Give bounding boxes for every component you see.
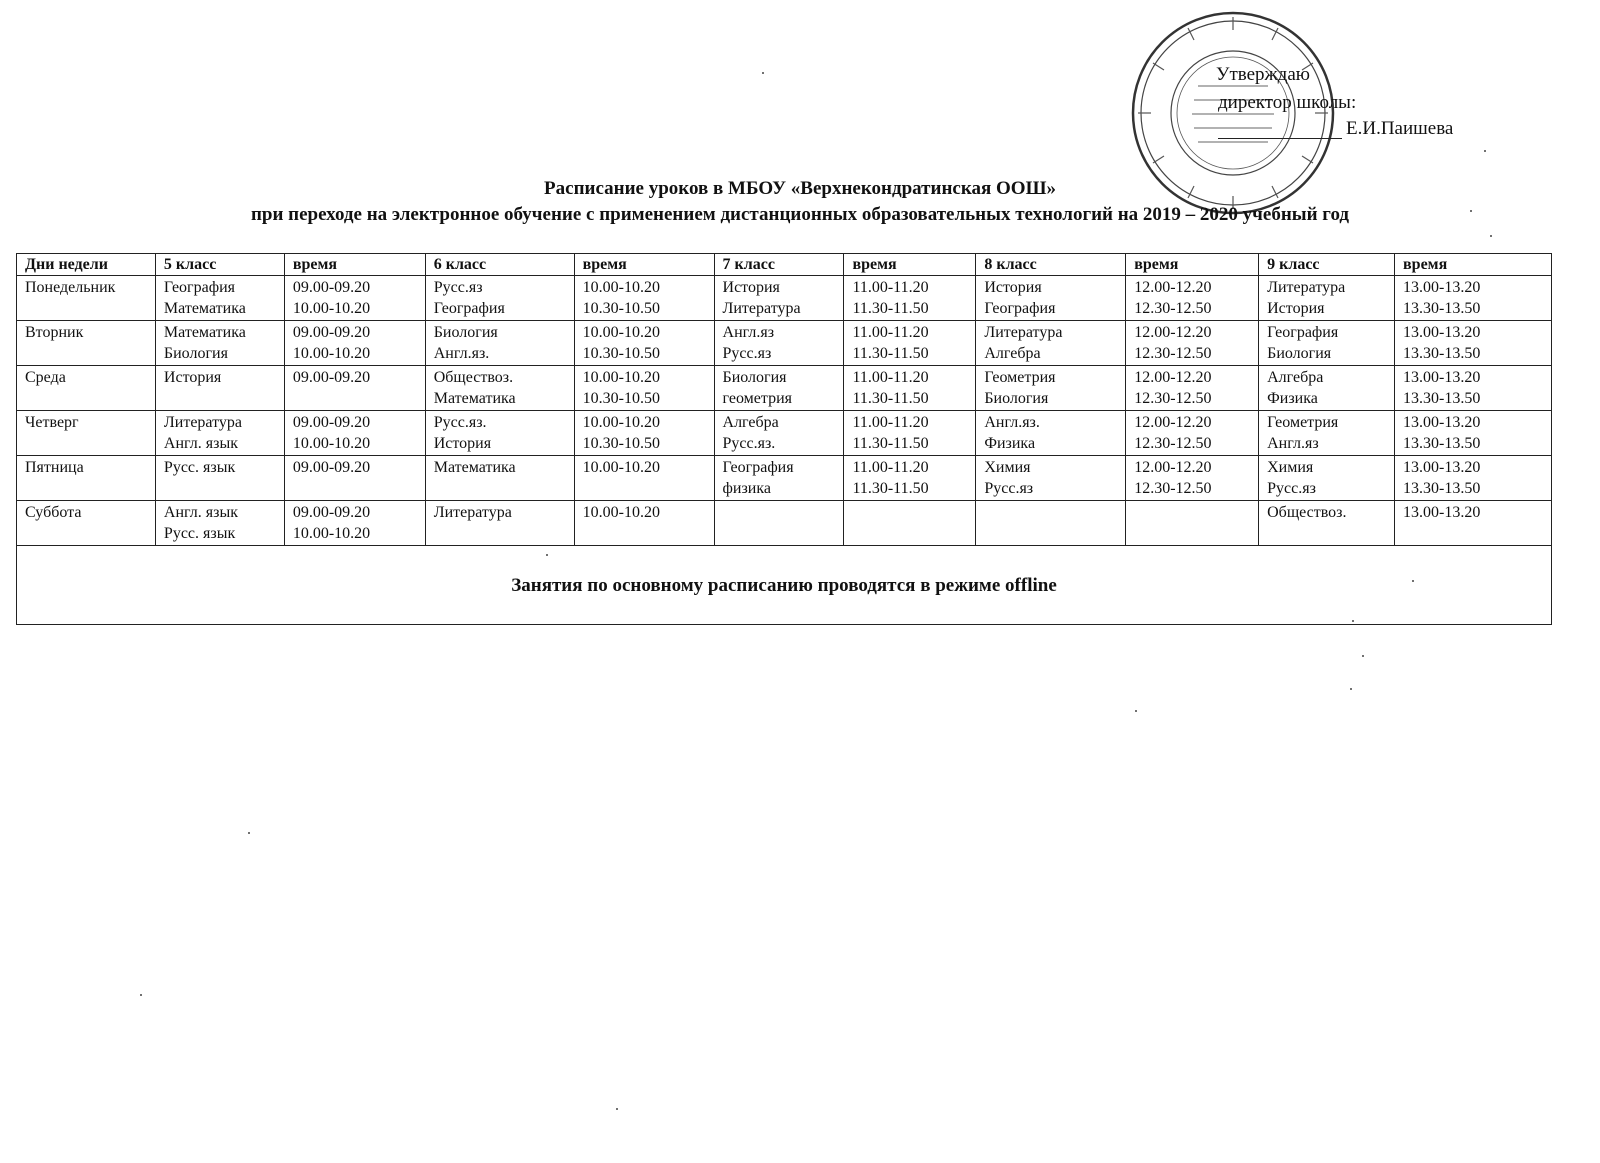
subject-line: Геометрия bbox=[1267, 414, 1339, 431]
time-cell bbox=[1126, 411, 1259, 456]
subject-cell bbox=[976, 501, 1126, 546]
subject-line: Русс.яз bbox=[984, 480, 1034, 497]
time-line: 12.30-12.50 bbox=[1134, 480, 1212, 497]
document-subtitle: при переходе на электронное обучение с применением дистанционных образовательных технологий на 2019 – 2020 учебный год bbox=[250, 204, 1350, 225]
time-cell bbox=[284, 321, 425, 366]
subject-cell bbox=[1259, 276, 1395, 321]
subject-cell bbox=[425, 411, 574, 456]
subject-line: Биология bbox=[1267, 345, 1332, 362]
time-line: 11.30-11.50 bbox=[852, 345, 929, 362]
subject-line: Литература bbox=[722, 300, 801, 317]
header-cell: время bbox=[284, 254, 425, 276]
table-row bbox=[17, 321, 1552, 366]
subject-line: физика bbox=[722, 480, 771, 497]
time-cell bbox=[844, 501, 976, 546]
time-cell bbox=[844, 321, 976, 366]
header-cell: 9 класс bbox=[1259, 254, 1395, 276]
subject-cell bbox=[1259, 321, 1395, 366]
time-line: 10.00-10.20 bbox=[582, 369, 660, 386]
subject-cell bbox=[714, 366, 844, 411]
time-cell bbox=[574, 411, 714, 456]
time-cell bbox=[1126, 501, 1259, 546]
subject-cell bbox=[425, 321, 574, 366]
time-cell bbox=[1395, 321, 1552, 366]
time-line: 13.30-13.50 bbox=[1403, 435, 1481, 452]
table-row bbox=[17, 366, 1552, 411]
time-line: 10.00-10.20 bbox=[582, 279, 660, 296]
subject-line: Физика bbox=[1267, 390, 1318, 407]
subject-cell bbox=[976, 366, 1126, 411]
subject-line: Биология bbox=[433, 324, 498, 341]
time-line: 12.00-12.20 bbox=[1134, 279, 1212, 296]
subject-line: Биология bbox=[984, 390, 1049, 407]
time-cell bbox=[844, 276, 976, 321]
time-cell bbox=[1126, 456, 1259, 501]
time-line: 12.30-12.50 bbox=[1134, 390, 1212, 407]
time-line: 12.30-12.50 bbox=[1134, 345, 1212, 362]
subject-line: геометрия bbox=[722, 390, 792, 407]
time-line: 11.30-11.50 bbox=[852, 300, 929, 317]
day-cell: Суббота bbox=[17, 501, 156, 546]
subject-cell bbox=[425, 456, 574, 501]
time-cell bbox=[1395, 411, 1552, 456]
subject-cell bbox=[714, 411, 844, 456]
time-line: 11.00-11.20 bbox=[852, 279, 929, 296]
time-cell bbox=[1395, 276, 1552, 321]
time-cell bbox=[1126, 276, 1259, 321]
subject-line: Литература bbox=[1267, 279, 1346, 296]
subject-cell bbox=[976, 276, 1126, 321]
subject-cell bbox=[714, 276, 844, 321]
subject-cell bbox=[976, 456, 1126, 501]
time-cell bbox=[284, 456, 425, 501]
table-row bbox=[17, 411, 1552, 456]
subject-line: История bbox=[163, 369, 222, 386]
time-cell bbox=[574, 321, 714, 366]
time-line: 13.30-13.50 bbox=[1403, 300, 1481, 317]
time-line: 13.00-13.20 bbox=[1403, 279, 1481, 296]
subject-line: Геометрия bbox=[984, 369, 1056, 386]
subject-line: История bbox=[722, 279, 780, 296]
time-line: 10.00-10.20 bbox=[292, 435, 371, 452]
day-cell: Среда bbox=[17, 366, 156, 411]
time-line: 13.30-13.50 bbox=[1403, 390, 1481, 407]
header-cell: 8 класс bbox=[976, 254, 1126, 276]
time-cell bbox=[1126, 321, 1259, 366]
subject-line: Русс.яз. bbox=[722, 435, 776, 452]
subject-cell bbox=[155, 411, 284, 456]
time-line: 13.00-13.20 bbox=[1403, 459, 1481, 476]
header-cell: время bbox=[1126, 254, 1259, 276]
subject-cell bbox=[155, 276, 284, 321]
time-line: 13.00-13.20 bbox=[1403, 369, 1481, 386]
subject-cell bbox=[155, 456, 284, 501]
subject-cell bbox=[976, 411, 1126, 456]
time-line: 12.00-12.20 bbox=[1134, 459, 1212, 476]
time-line: 11.30-11.50 bbox=[852, 390, 929, 407]
time-line: 10.30-10.50 bbox=[582, 345, 660, 362]
header-cell: Дни недели bbox=[17, 254, 156, 276]
subject-line: Обществоз. bbox=[1267, 504, 1347, 521]
subject-line: География bbox=[163, 279, 236, 296]
time-line: 11.30-11.50 bbox=[852, 480, 929, 497]
time-cell bbox=[1395, 366, 1552, 411]
subject-cell bbox=[425, 276, 574, 321]
time-cell bbox=[574, 366, 714, 411]
time-cell bbox=[844, 456, 976, 501]
header-cell: 7 класс bbox=[714, 254, 844, 276]
time-cell bbox=[844, 411, 976, 456]
time-cell bbox=[574, 276, 714, 321]
subject-line: История bbox=[1267, 300, 1325, 317]
schedule-table bbox=[16, 253, 1552, 625]
subject-line: Русс.яз. bbox=[433, 414, 487, 431]
day-cell: Пятница bbox=[17, 456, 156, 501]
subject-line: Англ.яз. bbox=[984, 414, 1040, 431]
subject-line: География bbox=[722, 459, 794, 476]
time-line: 10.00-10.20 bbox=[292, 300, 371, 317]
header-cell: время bbox=[1395, 254, 1552, 276]
time-cell bbox=[284, 411, 425, 456]
time-line: 09.00-09.20 bbox=[292, 279, 371, 296]
time-cell bbox=[1395, 456, 1552, 501]
subject-line: Физика bbox=[984, 435, 1036, 452]
subject-line: История bbox=[984, 279, 1042, 296]
time-line: 10.00-10.20 bbox=[582, 324, 660, 341]
subject-line: Русс. язык bbox=[163, 459, 236, 476]
subject-cell bbox=[425, 366, 574, 411]
subject-cell bbox=[714, 321, 844, 366]
time-line: 09.00-09.20 bbox=[292, 369, 371, 386]
table-row bbox=[17, 276, 1552, 321]
header-cell: 5 класс bbox=[155, 254, 284, 276]
header-cell: время bbox=[844, 254, 976, 276]
time-line: 09.00-09.20 bbox=[292, 324, 371, 341]
subject-cell bbox=[1259, 366, 1395, 411]
time-line: 12.00-12.20 bbox=[1134, 324, 1212, 341]
time-line: 12.00-12.20 bbox=[1134, 414, 1212, 431]
subject-line: Литература bbox=[433, 504, 512, 521]
subject-line: Математика bbox=[163, 324, 246, 341]
subject-cell bbox=[155, 501, 284, 546]
subject-cell bbox=[155, 321, 284, 366]
subject-line: География bbox=[1267, 324, 1339, 341]
time-cell bbox=[1126, 366, 1259, 411]
subject-cell bbox=[1259, 501, 1395, 546]
subject-line: Математика bbox=[433, 390, 516, 407]
time-cell bbox=[284, 276, 425, 321]
subject-line: Математика bbox=[433, 459, 516, 476]
subject-cell bbox=[155, 366, 284, 411]
time-line: 10.30-10.50 bbox=[582, 435, 660, 452]
time-line: 12.30-12.50 bbox=[1134, 435, 1212, 452]
subject-cell bbox=[976, 321, 1126, 366]
subject-cell bbox=[714, 501, 844, 546]
signature-line bbox=[1218, 138, 1342, 139]
subject-cell bbox=[425, 501, 574, 546]
header-row bbox=[17, 254, 1552, 276]
time-line: 13.30-13.50 bbox=[1403, 480, 1481, 497]
subject-line: Математика bbox=[163, 300, 246, 317]
subject-line: Алгебра bbox=[984, 345, 1041, 362]
subject-line: Обществоз. bbox=[433, 369, 514, 386]
time-cell bbox=[844, 366, 976, 411]
subject-line: Химия bbox=[1267, 459, 1314, 476]
day-cell: Вторник bbox=[17, 321, 156, 366]
subject-line: Биология bbox=[163, 345, 228, 362]
subject-line: Русс.яз bbox=[433, 279, 483, 296]
time-line: 11.00-11.20 bbox=[852, 369, 929, 386]
subject-line: Англ.яз bbox=[722, 324, 775, 341]
table-row bbox=[17, 456, 1552, 501]
time-cell bbox=[1395, 501, 1552, 546]
header-cell: время bbox=[574, 254, 714, 276]
note-row bbox=[17, 546, 1552, 625]
time-line: 13.00-13.20 bbox=[1403, 414, 1481, 431]
schedule-note: Занятия по основному расписанию проводятся в режиме offline bbox=[17, 546, 1552, 625]
schedule-body bbox=[17, 276, 1552, 546]
subject-line: Алгебра bbox=[722, 414, 779, 431]
time-line: 12.30-12.50 bbox=[1134, 300, 1212, 317]
approval-position: директор школы: bbox=[1218, 92, 1357, 113]
subject-line: География bbox=[433, 300, 505, 317]
subject-line: Литература bbox=[984, 324, 1063, 341]
subject-line: История bbox=[433, 435, 492, 452]
time-cell bbox=[284, 501, 425, 546]
time-line: 09.00-09.20 bbox=[292, 504, 371, 521]
document-title: Расписание уроков в МБОУ «Верхнекондратинская ООШ» bbox=[544, 178, 1056, 199]
time-line: 10.00-10.20 bbox=[292, 345, 371, 362]
time-line: 11.00-11.20 bbox=[852, 324, 929, 341]
time-line: 09.00-09.20 bbox=[292, 459, 371, 476]
time-line: 10.00-10.20 bbox=[582, 414, 660, 431]
time-line: 10.00-10.20 bbox=[582, 504, 660, 521]
time-line: 11.00-11.20 bbox=[852, 414, 929, 431]
subject-cell bbox=[714, 456, 844, 501]
subject-cell bbox=[1259, 411, 1395, 456]
subject-line: Алгебра bbox=[1267, 369, 1324, 386]
time-cell bbox=[574, 456, 714, 501]
time-line: 09.00-09.20 bbox=[292, 414, 371, 431]
subject-line: Англ. язык bbox=[163, 504, 238, 521]
subject-line: Англ.яз bbox=[1267, 435, 1319, 452]
time-line: 10.30-10.50 bbox=[582, 390, 660, 407]
time-line: 10.00-10.20 bbox=[292, 525, 371, 542]
subject-line: Русс.яз bbox=[722, 345, 772, 362]
time-line: 12.00-12.20 bbox=[1134, 369, 1212, 386]
subject-line: Русс. язык bbox=[163, 525, 236, 542]
day-cell: Понедельник bbox=[17, 276, 156, 321]
time-cell bbox=[284, 366, 425, 411]
subject-line: Англ. язык bbox=[163, 435, 238, 452]
time-line: 13.30-13.50 bbox=[1403, 345, 1481, 362]
day-cell: Четверг bbox=[17, 411, 156, 456]
subject-line: География bbox=[984, 300, 1056, 317]
subject-line: Литература bbox=[163, 414, 242, 431]
subject-cell bbox=[1259, 456, 1395, 501]
time-line: 13.00-13.20 bbox=[1403, 504, 1481, 521]
subject-line: Англ.яз. bbox=[433, 345, 490, 362]
time-line: 11.00-11.20 bbox=[852, 459, 929, 476]
approval-line: Утверждаю bbox=[1216, 64, 1310, 85]
table-row bbox=[17, 501, 1552, 546]
approval-signer: Е.И.Паишева bbox=[1346, 118, 1454, 139]
subject-line: Химия bbox=[984, 459, 1031, 476]
subject-line: Биология bbox=[722, 369, 787, 386]
header-cell: 6 класс bbox=[425, 254, 574, 276]
subject-line: Русс.яз bbox=[1267, 480, 1316, 497]
time-line: 13.00-13.20 bbox=[1403, 324, 1481, 341]
time-cell bbox=[574, 501, 714, 546]
time-line: 11.30-11.50 bbox=[852, 435, 929, 452]
time-line: 10.30-10.50 bbox=[582, 300, 660, 317]
time-line: 10.00-10.20 bbox=[582, 459, 660, 476]
